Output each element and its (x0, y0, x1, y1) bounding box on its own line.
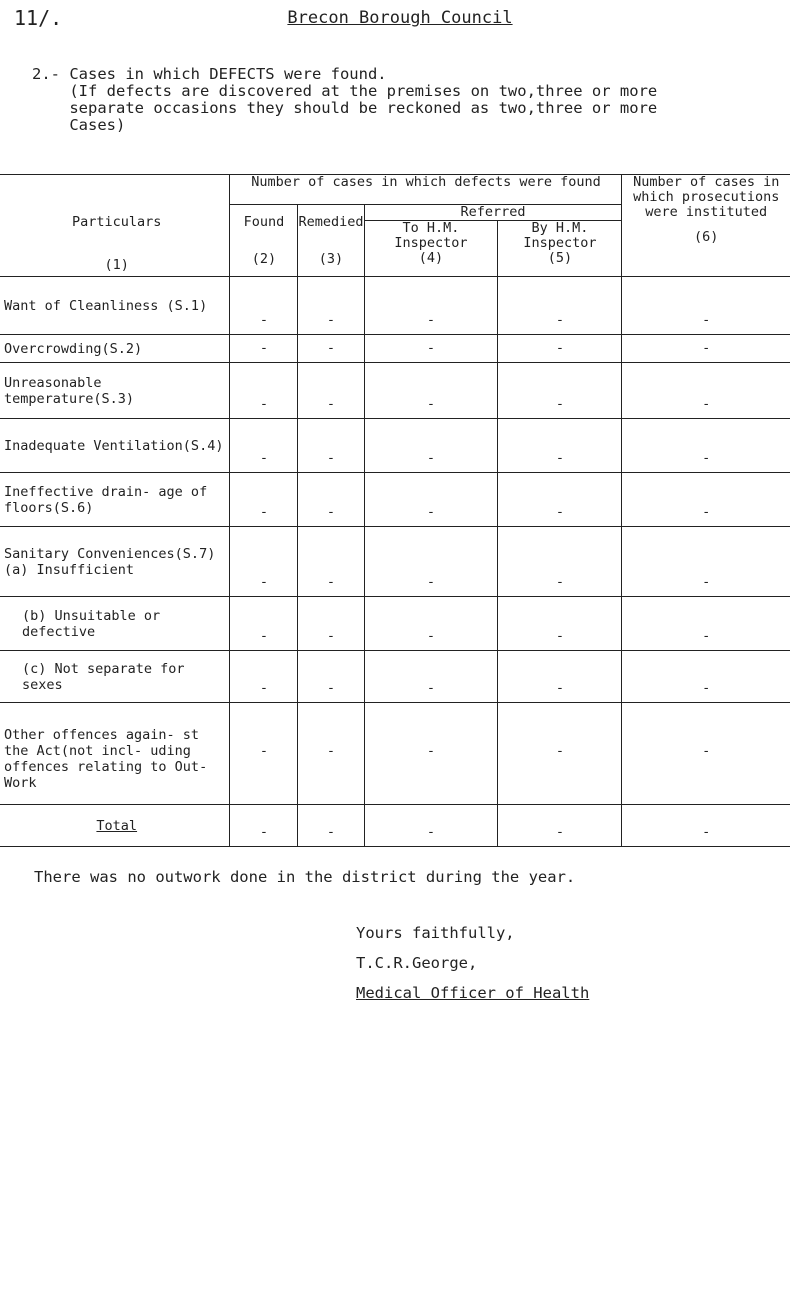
table-row (0, 805, 790, 847)
cell-prosecutions: - (622, 473, 790, 527)
cell-found: - (230, 651, 298, 703)
cell-by-hm: - (498, 703, 622, 805)
cell-remedied: - (298, 805, 364, 847)
header-referred-group: Referred (364, 205, 622, 221)
row-label: Inadequate Ventilation(S.4) (0, 419, 230, 473)
row-label: Overcrowding(S.2) (0, 335, 230, 363)
page-number: 11/. (14, 6, 63, 30)
cell-remedied: - (298, 363, 364, 419)
row-label: Sanitary Conveniences(S.7) (a) Insufficient (0, 527, 230, 597)
header-remedied (298, 205, 364, 277)
by-hm-label: By H.M. Inspector (523, 220, 597, 251)
row-label: Want of Cleanliness (S.1) (0, 277, 230, 335)
section-intro (32, 66, 792, 134)
header-particulars (0, 175, 230, 277)
cell-remedied: - (298, 419, 364, 473)
cell-to-hm: - (364, 651, 498, 703)
table-row (0, 597, 790, 651)
by-hm-num: (5) (547, 250, 573, 266)
section-note: (If defects are discovered at the premises on two,three or more separate occasions they should be reckoned as two,three or more Cases) (69, 82, 658, 134)
cell-found: - (230, 363, 298, 419)
header-prosecutions (622, 175, 790, 277)
cell-found: - (230, 419, 298, 473)
cell-by-hm: - (498, 277, 622, 335)
remedied-label: Remedied (298, 213, 364, 230)
cell-found: - (230, 473, 298, 527)
row-label: Ineffective drain- age of floors(S.6) (0, 473, 230, 527)
found-num: (2) (251, 250, 277, 267)
header-to-hm (364, 221, 498, 277)
table-body (0, 277, 790, 847)
table-row (0, 651, 790, 703)
cell-to-hm: - (364, 335, 498, 363)
defects-table (0, 174, 790, 847)
cell-by-hm: - (498, 473, 622, 527)
cell-to-hm: - (364, 703, 498, 805)
page-header: Brecon Borough Council (287, 8, 513, 28)
row-label: (b) Unsuitable or defective (0, 597, 230, 651)
cell-found: - (230, 527, 298, 597)
outwork-note: There was no outwork done in the district during the year. (34, 868, 576, 886)
cell-remedied: - (298, 597, 364, 651)
cell-by-hm: - (498, 651, 622, 703)
cell-remedied: - (298, 527, 364, 597)
cell-remedied: - (298, 277, 364, 335)
to-hm-label: To H.M. Inspector (394, 220, 468, 251)
signature: T.C.R.George, (356, 954, 478, 972)
row-label: (c) Not separate for sexes (0, 651, 230, 703)
cell-by-hm: - (498, 597, 622, 651)
table-row (0, 335, 790, 363)
cell-remedied: - (298, 703, 364, 805)
signatory-title: Medical Officer of Health (356, 984, 590, 1002)
row-label-total: Total (0, 805, 230, 847)
table-row (0, 419, 790, 473)
cell-remedied: - (298, 651, 364, 703)
table-row (0, 703, 790, 805)
found-label: Found (243, 213, 285, 230)
cell-found: - (230, 805, 298, 847)
cell-by-hm: - (498, 419, 622, 473)
header-found (230, 205, 298, 277)
cell-found: - (230, 335, 298, 363)
cell-to-hm: - (364, 363, 498, 419)
cell-to-hm: - (364, 597, 498, 651)
table-row (0, 277, 790, 335)
header-by-hm (498, 221, 622, 277)
section-heading: 2.- Cases in which DEFECTS were found. (32, 65, 387, 83)
cell-by-hm: - (498, 527, 622, 597)
cell-found: - (230, 597, 298, 651)
prosecutions-label: Number of cases in which prosecutions were instituted (633, 174, 780, 220)
cell-to-hm: - (364, 805, 498, 847)
row-label: Unreasonable temperature(S.3) (0, 363, 230, 419)
cell-by-hm: - (498, 335, 622, 363)
cell-to-hm: - (364, 277, 498, 335)
cell-found: - (230, 277, 298, 335)
table-row (0, 363, 790, 419)
cell-to-hm: - (364, 473, 498, 527)
cell-remedied: - (298, 335, 364, 363)
header-defects-group: Number of cases in which defects were found (230, 175, 622, 205)
cell-prosecutions: - (622, 277, 790, 335)
table-row (0, 473, 790, 527)
cell-found: - (230, 703, 298, 805)
cell-prosecutions: - (622, 527, 790, 597)
cell-remedied: - (298, 473, 364, 527)
table-row (0, 527, 790, 597)
cell-prosecutions: - (622, 597, 790, 651)
cell-prosecutions: - (622, 651, 790, 703)
cell-by-hm: - (498, 805, 622, 847)
cell-to-hm: - (364, 419, 498, 473)
remedied-num: (3) (318, 250, 344, 267)
cell-to-hm: - (364, 527, 498, 597)
cell-prosecutions: - (622, 363, 790, 419)
row-label: Other offences again- st the Act(not incl- uding offences relating to Out-Work (0, 703, 230, 805)
prosecutions-num: (6) (694, 229, 719, 245)
particulars-num: (1) (104, 256, 129, 273)
cell-by-hm: - (498, 363, 622, 419)
to-hm-num: (4) (418, 250, 444, 266)
cell-prosecutions: - (622, 805, 790, 847)
closing-salutation: Yours faithfully, (356, 924, 515, 942)
cell-prosecutions: - (622, 419, 790, 473)
particulars-label: Particulars (72, 213, 162, 230)
cell-prosecutions: - (622, 703, 790, 805)
cell-prosecutions: - (622, 335, 790, 363)
